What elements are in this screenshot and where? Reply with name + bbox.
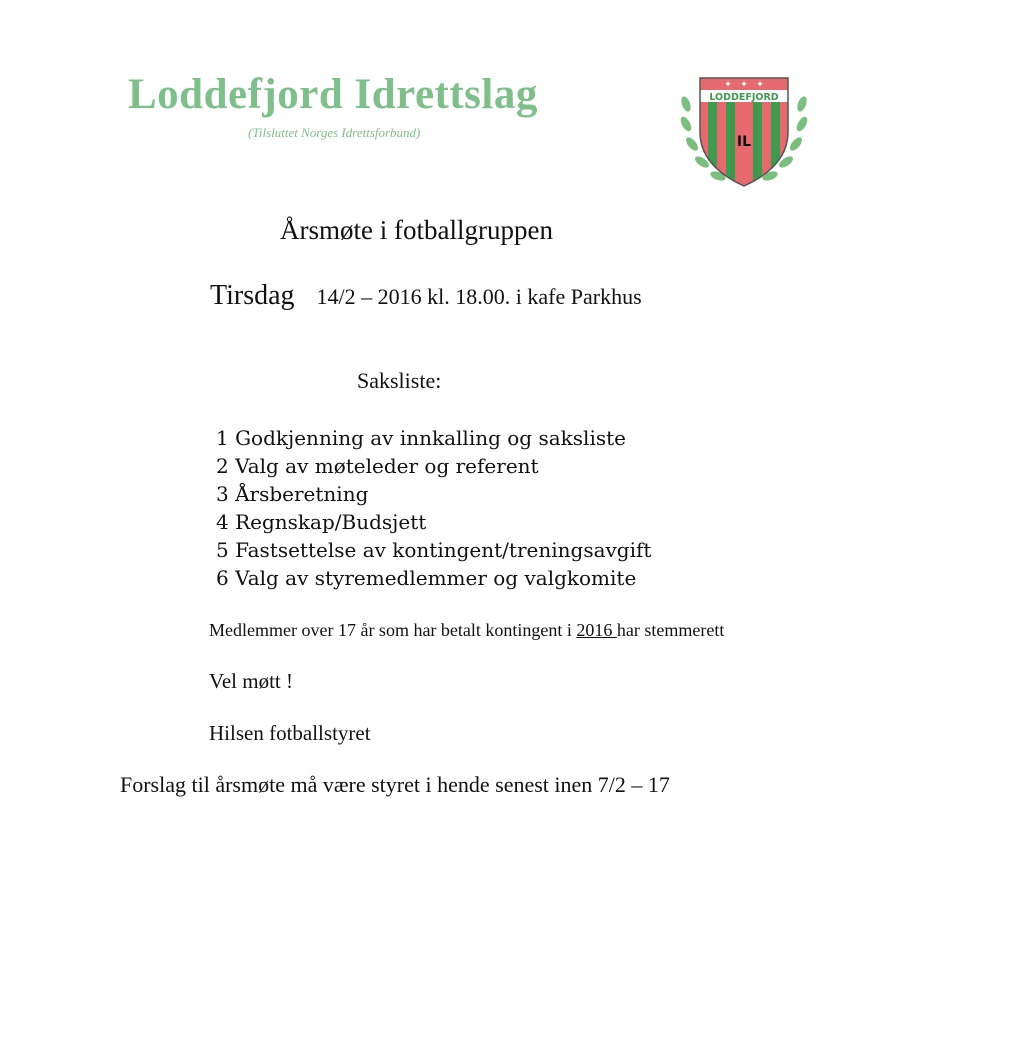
agenda-item: 1 Godkjenning av innkalling og saksliste	[216, 426, 626, 450]
club-crest-icon	[678, 74, 810, 190]
members-note-text: Medlemmer over 17 år som har betalt kontingent i	[209, 620, 577, 640]
members-note	[209, 620, 724, 641]
deadline-note: Forslag til årsmøte må være styret i hende senest inen 7/2 – 17	[120, 772, 670, 797]
agenda-item: 4 Regnskap/Budsjett	[216, 510, 427, 534]
members-note-year: 2016	[576, 620, 617, 640]
agenda-heading: Saksliste:	[357, 368, 442, 393]
meeting-details: 14/2 – 2016 kl. 18.00. i kafe Parkhus	[316, 284, 642, 309]
org-name: Loddefjord Idrettslag	[128, 71, 538, 118]
greeting-text: Hilsen fotballstyret	[209, 721, 371, 745]
svg-text:✦: ✦	[740, 80, 748, 90]
agenda-item: 3 Årsberetning	[216, 482, 369, 506]
meeting-day: Tirsdag	[210, 280, 295, 311]
document-title: Årsmøte i fotballgruppen	[280, 215, 553, 245]
agenda-item: 2 Valg av møteleder og referent	[216, 454, 539, 478]
svg-text:✦: ✦	[724, 80, 732, 90]
meeting-date-line	[210, 280, 642, 312]
org-subtitle: (Tilsluttet Norges Idrettsforbund)	[248, 125, 421, 140]
members-note-end: har stemmerett	[616, 620, 725, 640]
agenda-item: 5 Fastsettelse av kontingent/treningsavgift	[216, 538, 652, 562]
crest-letters: IL	[736, 134, 752, 150]
crest-text: LODDEFJORD	[709, 92, 779, 103]
svg-text:✦: ✦	[756, 80, 764, 90]
agenda-list	[216, 424, 651, 592]
agenda-item: 6 Valg av styremedlemmer og valgkomite	[216, 566, 637, 590]
welcome-text: Vel møtt !	[209, 669, 293, 693]
